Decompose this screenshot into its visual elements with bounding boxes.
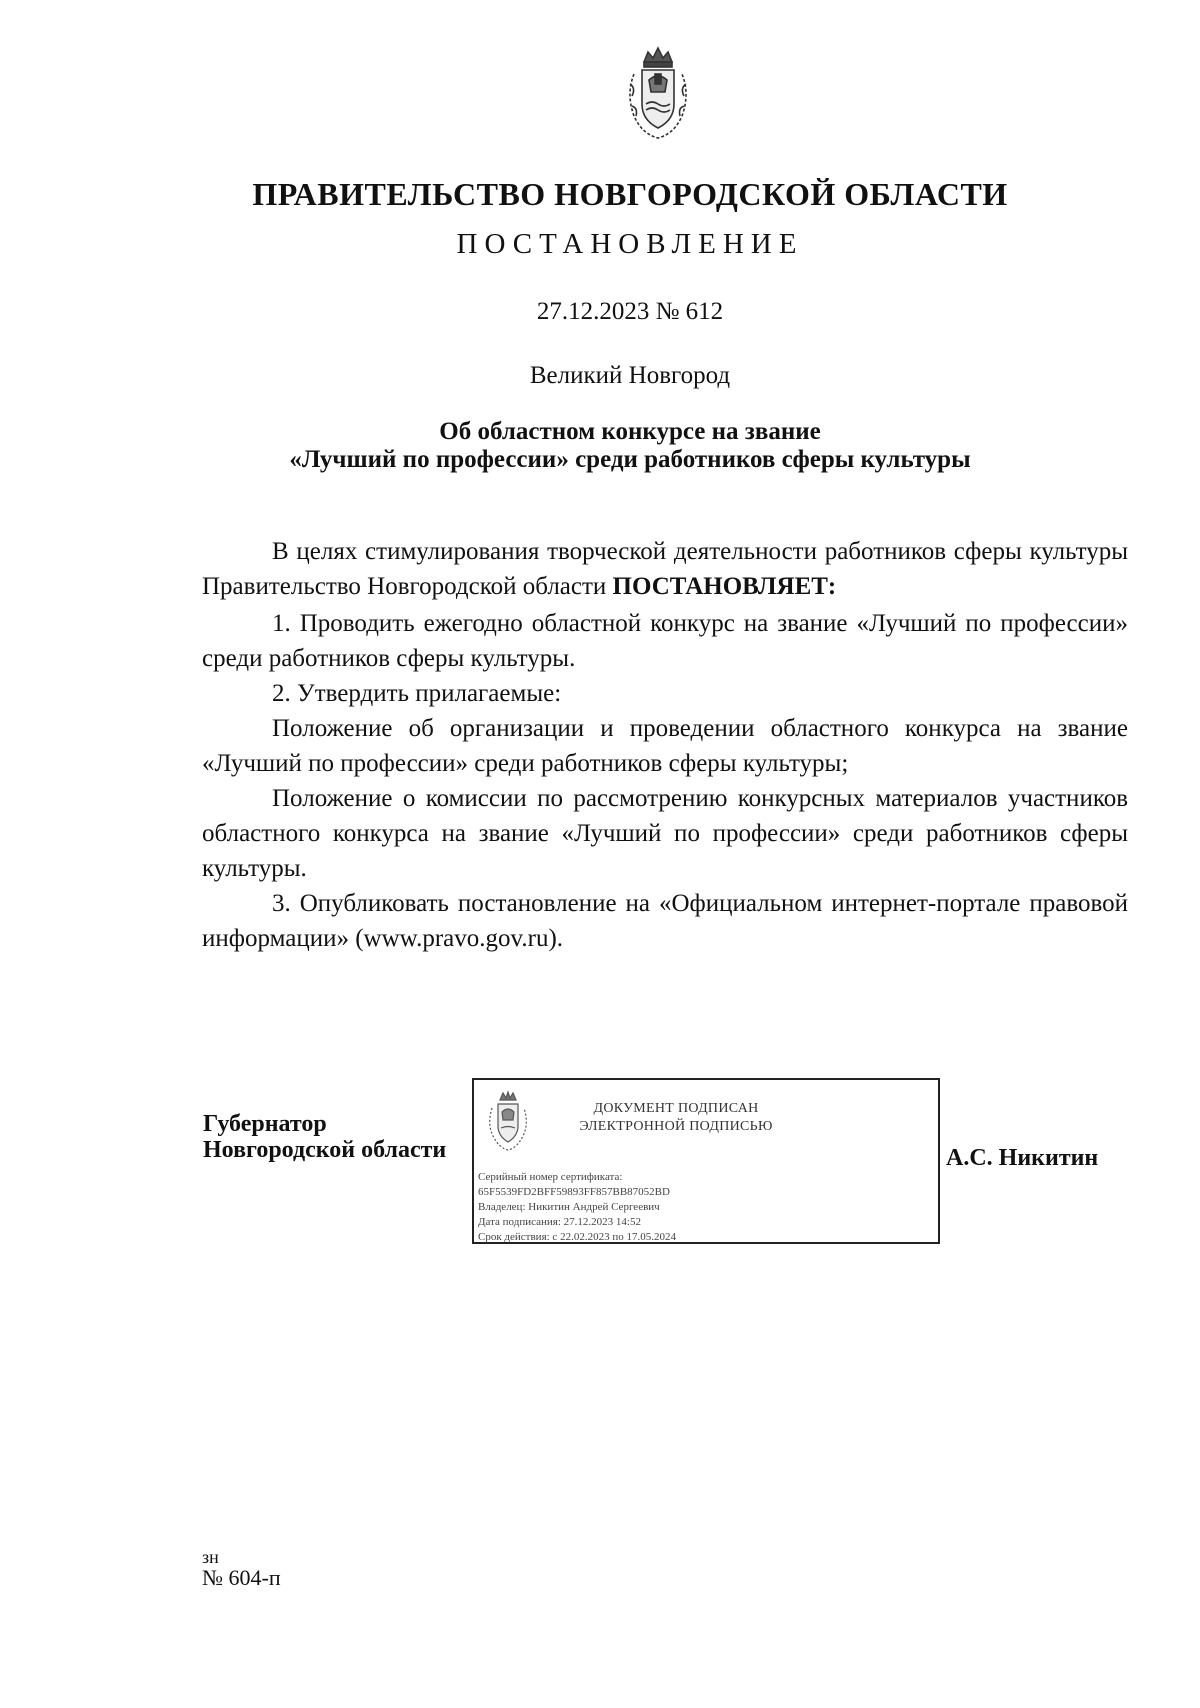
item-3-paragraph: 3. Опубликовать постановление на «Официальном интернет-портале правовой информации» (www.pravo.gov.ru). [202,890,1128,952]
certificate-serial-label: Серийный номер сертификата: [478,1171,623,1183]
signing-date: Дата подписания: 27.12.2023 14:52 [478,1216,641,1228]
certificate-owner: Владелец: Никитин Андрей Сергеевич [478,1201,660,1213]
preamble-text: В целях стимулирования творческой деятельности работников сферы культуры Правительство Новгородской области [202,538,1128,600]
certificate-validity: Срок действия: с 22.02.2023 по 17.05.2024 [478,1231,676,1243]
stamp-title-line-1: ДОКУМЕНТ ПОДПИСАН [593,1101,759,1116]
resolves-keyword: ПОСТАНОВЛЯЕТ: [612,573,837,600]
preamble-paragraph [202,534,1128,604]
item-2b-paragraph: Положение о комиссии по рассмотрению конкурсных материалов участников областного конкурса на звание «Лучший по профессии» среди работников сферы культуры. [202,785,1128,882]
signatory-name: А.С. Никитин [946,1145,1099,1171]
item-1-paragraph: 1. Проводить ежегодно областной конкурс на звание «Лучший по профессии» среди работников сферы культуры. [202,610,1128,672]
document-type: ПОСТАНОВЛЕНИЕ [456,228,804,260]
stamp-title-line-2: ЭЛЕКТРОННОЙ ПОДПИСЬЮ [579,1119,773,1134]
novgorod-coat-of-arms-icon [622,44,694,142]
registration-number: № 604-п [202,1565,281,1590]
document-body [202,534,1128,956]
document-date-number: 27.12.2023 № 612 [536,298,724,325]
document-subject [200,418,1060,474]
document-footer [202,1548,281,1590]
signatory-position [203,1111,446,1163]
item-2-paragraph: 2. Утвердить прилагаемые: [272,680,562,707]
stamp-details [478,1170,928,1245]
subject-line-1: Об областном конкурсе на звание [439,418,821,445]
coat-of-arms-small-icon [486,1090,530,1152]
executor-initials: зн [202,1547,219,1567]
certificate-serial: 65F5539FD2BFF59893FF857BB87052BD [478,1186,670,1198]
subject-line-2: «Лучший по профессии» среди работников сферы культуры [289,446,971,473]
electronic-signature-stamp [472,1078,940,1244]
organization-title: ПРАВИТЕЛЬСТВО НОВГОРОДСКОЙ ОБЛАСТИ [252,176,1008,212]
document-city: Великий Новгород [529,362,731,389]
item-2a-paragraph: Положение об организации и проведении областного конкурса на звание «Лучший по профессии» среди работников сферы культуры; [202,715,1128,777]
position-line-1: Губернатор [203,1111,327,1137]
position-line-2: Новгородской области [203,1137,447,1163]
stamp-title [556,1100,796,1136]
